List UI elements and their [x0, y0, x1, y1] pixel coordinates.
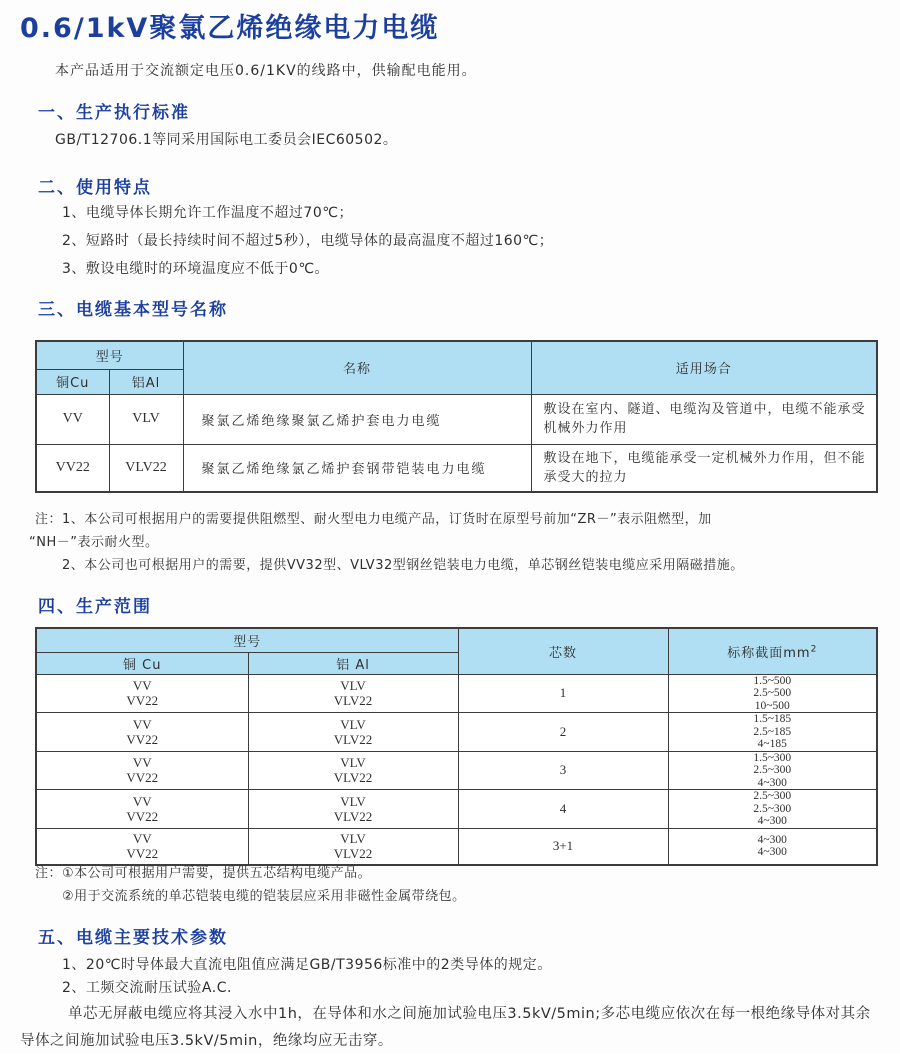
section-heading-production-range: 四、生产范围 — [38, 597, 152, 617]
t2-cell-cores: 3 — [458, 751, 668, 790]
t2-cell-cores: 1 — [458, 674, 668, 713]
t1-cell-application: 敷设在地下，电缆能承受一定机械外力作用，但不能承受大的拉力 — [531, 444, 877, 492]
t2-cell-cores: 4 — [458, 790, 668, 829]
t2-cell-cu: VV VV22 — [36, 828, 248, 865]
text-line: 2、工频交流耐压试验A.C. — [62, 980, 232, 996]
section-heading-usage-features: 二、使用特点 — [38, 178, 152, 198]
section-heading-standards: 一、生产执行标准 — [38, 103, 190, 123]
t2-cell-al: VLV VLV22 — [248, 674, 458, 713]
standards-body: GB/T12706.1等同采用国际电工委员会IEC60502。 — [55, 132, 398, 148]
t2-cell-cu: VV VV22 — [36, 713, 248, 752]
t2-cell-sections: 2.5~300 2.5~300 4~300 — [668, 790, 877, 829]
t2-cell-cu: VV VV22 — [36, 751, 248, 790]
t2-cell-sections: 4~300 4~300 — [668, 828, 877, 865]
production-range-table-header — [36, 628, 877, 674]
t1-cell-al: VLV — [109, 394, 183, 444]
text-line: ②用于交流系统的单芯铠装电缆的铠装层应采用非磁性金属带绕包。 — [62, 889, 466, 904]
section-heading-model-names: 三、电缆基本型号名称 — [38, 300, 228, 320]
technical-parameters-paragraph: 单芯无屏蔽电缆应将其浸入水中1h，在导体和水之间施加试验电压3.5kV/5min;多芯电缆应依次在每一根绝缘导体对其余导体之间施加试验电压3.5kV/5min，绝缘均应无击穿。 — [20, 1006, 871, 1049]
text-line: 注：1、本公司可根据用户的需要提供阻燃型、耐火型电力电缆产品，订货时在原型号前加“ZR－”表示阻燃型，加 — [35, 512, 712, 527]
t2-header-model: 型号 — [36, 628, 458, 652]
technical-parameters-list — [62, 954, 552, 1000]
t1-cell-cu: VV — [36, 394, 109, 444]
t2-header-section — [668, 628, 877, 674]
t1-cell-application: 敷设在室内、隧道、电缆沟及管道中，电缆不能承受机械外力作用 — [531, 394, 877, 444]
model-name-table — [35, 340, 878, 493]
text-line: 1、电缆导体长期允许工作温度不超过70℃； — [62, 205, 353, 221]
t2-cell-cu: VV VV22 — [36, 790, 248, 829]
t2-cell-al: VLV VLV22 — [248, 828, 458, 865]
model-name-table-header — [36, 341, 877, 394]
t1-header-name: 名称 — [183, 341, 531, 394]
t1-cell-name: 聚氯乙烯绝缘氯乙烯护套钢带铠装电力电缆 — [183, 444, 531, 492]
text-line: “NH－”表示耐火型。 — [29, 535, 159, 550]
t2-cell-al: VLV VLV22 — [248, 751, 458, 790]
model-name-table-notes — [29, 508, 885, 577]
t1-header-application: 适用场合 — [531, 341, 877, 394]
production-range-table-notes — [35, 862, 885, 908]
t2-cell-sections: 1.5~300 2.5~300 4~300 — [668, 751, 877, 790]
table2-row — [36, 674, 877, 713]
t1-header-cu: 铜Cu — [36, 369, 109, 394]
table2-row — [36, 713, 877, 752]
table1-row — [36, 394, 877, 444]
section-heading-technical-parameters: 五、电缆主要技术参数 — [38, 928, 228, 948]
t2-header-cores: 芯数 — [458, 628, 668, 674]
t1-cell-name: 聚氯乙烯绝缘聚氯乙烯护套电力电缆 — [183, 394, 531, 444]
text-line: 2、本公司也可根据用户的需要，提供VV32型、VLV32型钢丝铠装电力电缆，单芯钢丝铠装电缆应采用隔磁措施。 — [62, 558, 744, 573]
t2-header-section-sup: 2 — [810, 644, 818, 655]
table2-row — [36, 751, 877, 790]
production-range-table-body — [36, 674, 877, 865]
t2-header-al: 铝 Al — [248, 652, 458, 674]
t1-cell-cu: VV22 — [36, 444, 109, 492]
production-range-table — [35, 627, 878, 866]
text-line: 3、敷设电缆时的环境温度应不低于0℃。 — [62, 261, 330, 277]
text-line: 注：①本公司可根据用户需要，提供五芯结构电缆产品。 — [35, 866, 372, 881]
t1-cell-al: VLV22 — [109, 444, 183, 492]
t2-cell-al: VLV VLV22 — [248, 713, 458, 752]
usage-features-list — [62, 199, 553, 283]
t2-header-cu: 铜 Cu — [36, 652, 248, 674]
table1-row — [36, 444, 877, 492]
text-line: 1、20℃时导体最大直流电阻值应满足GB/T3956标准中的2类导体的规定。 — [62, 957, 552, 973]
t2-cell-cores: 2 — [458, 713, 668, 752]
model-name-table-body — [36, 394, 877, 492]
page-title: 0.6/1kV聚氯乙烯绝缘电力电缆 — [20, 13, 440, 44]
table2-row — [36, 828, 877, 865]
table2-row — [36, 790, 877, 829]
text-line: 2、短路时（最长持续时间不超过5秒），电缆导体的最高温度不超过160℃； — [62, 233, 554, 249]
t2-cell-sections: 1.5~185 2.5~185 4~185 — [668, 713, 877, 752]
t2-cell-cores: 3+1 — [458, 828, 668, 865]
t2-cell-al: VLV VLV22 — [248, 790, 458, 829]
t1-header-model: 型号 — [36, 341, 183, 369]
t2-cell-cu: VV VV22 — [36, 674, 248, 713]
t2-header-section-text: 标称截面mm — [727, 645, 811, 661]
t2-cell-sections: 1.5~500 2.5~500 10~500 — [668, 674, 877, 713]
intro-paragraph: 本产品适用于交流额定电压0.6/1KV的线路中，供输配电能用。 — [55, 63, 477, 79]
t1-header-al: 铝Al — [109, 369, 183, 394]
